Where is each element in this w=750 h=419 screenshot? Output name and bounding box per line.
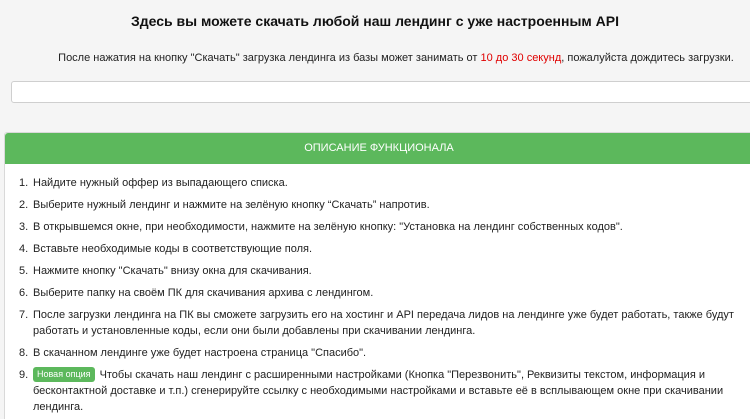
features-panel xyxy=(4,132,750,419)
step-number: 3. xyxy=(19,221,29,233)
list-item xyxy=(19,367,750,415)
list-item xyxy=(19,307,750,339)
notice-text: После нажатия на кнопку "Скачать" загрузка лендинга из базы может занимать от xyxy=(58,52,481,64)
step-text: Выберите нужный лендинг и нажмите на зелёную кнопку “Скачать” напротив. xyxy=(33,199,430,211)
list-item xyxy=(19,219,750,235)
step-number: 1. xyxy=(19,177,29,189)
step-text-with-badge xyxy=(33,367,750,415)
step-text: Выберите папку на своём ПК для скачивания архива с лендингом. xyxy=(33,287,374,299)
step-text: Вставьте необходимые коды в соответствующие поля. xyxy=(33,243,313,255)
step-text: В открывшемся окне, при необходимости, нажмите на зелёную кнопку: "Установка на лендинг собственных кодов". xyxy=(33,221,623,233)
list-item xyxy=(19,197,750,213)
step-text: Найдите нужный оффер из выпадающего списка. xyxy=(33,177,288,189)
download-notice xyxy=(0,52,750,64)
step-number: 8. xyxy=(19,347,29,359)
new-option-badge: Новая опция xyxy=(33,367,95,382)
list-item xyxy=(19,175,750,191)
notice-time-highlight: 10 до 30 секунд xyxy=(480,52,562,64)
step-number: 6. xyxy=(19,287,29,299)
step-text: Чтобы скачать наш лендинг с расширенными настройками (Кнопка "Перезвонить", Реквизиты текстом, информация и бесконтактной доставке и т.п.) сгенерируйте ссылку с необходимыми настройками и вставьте её в всплывающем окне при скачивании лендинга. xyxy=(33,369,724,413)
list-item xyxy=(19,263,750,279)
step-number: 5. xyxy=(19,265,29,277)
panel-header: ОПИСАНИЕ ФУНКЦИОНАЛА xyxy=(5,133,750,164)
step-number: 2. xyxy=(19,199,29,211)
step-number: 4. xyxy=(19,243,29,255)
step-text: После загрузки лендинга на ПК вы сможете загрузить его на хостинг и API передача лидов на лендинге уже будет работать, также будут работать и установленные коды, если они были добавлены при скачивании лендинга. xyxy=(33,309,734,337)
step-number: 9. xyxy=(19,369,29,381)
step-number: 7. xyxy=(19,309,29,321)
list-item xyxy=(19,241,750,257)
step-text: В скачанном лендинге уже будет настроена страница "Спасибо". xyxy=(33,347,367,359)
list-item xyxy=(19,285,750,301)
list-item xyxy=(19,345,750,361)
steps-list xyxy=(19,175,750,419)
offer-select[interactable] xyxy=(11,81,750,103)
page-title: Здесь вы можете скачать любой наш лендинг с уже настроенным API xyxy=(131,13,619,29)
step-text: Нажмите кнопку "Скачать" внизу окна для скачивания. xyxy=(33,265,312,277)
notice-text-end: , пожалуйста дождитесь загрузки. xyxy=(561,52,734,64)
